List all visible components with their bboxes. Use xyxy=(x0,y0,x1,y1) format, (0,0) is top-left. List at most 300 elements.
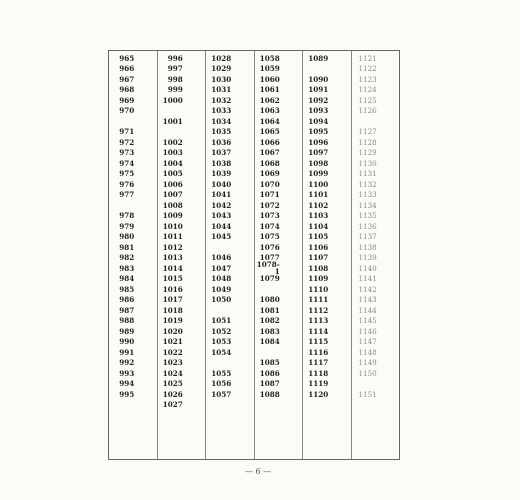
table-row xyxy=(255,158,303,169)
table-row xyxy=(255,85,303,96)
table-row xyxy=(206,95,254,106)
entry-number: 1128 xyxy=(358,137,377,147)
table-row xyxy=(352,232,400,243)
entry-number: 965 xyxy=(119,53,135,63)
entry-number: 985 xyxy=(119,284,135,294)
table-row xyxy=(206,379,254,390)
table-row xyxy=(352,179,400,190)
entry-number: 1068 xyxy=(259,158,280,168)
entry-number: 1093 xyxy=(308,106,329,116)
entry-number: 1037 xyxy=(211,148,232,158)
entry-number: 1087 xyxy=(259,379,280,389)
entry-number: 1007 xyxy=(162,190,183,200)
table-row xyxy=(109,169,157,180)
entry-number: 967 xyxy=(119,74,135,84)
entry-number: 1131 xyxy=(358,169,377,179)
table-row xyxy=(109,389,157,400)
table-row xyxy=(255,347,303,358)
table-row xyxy=(352,368,400,379)
entry-number: 1064 xyxy=(259,116,280,126)
table-row xyxy=(109,253,157,264)
table-row xyxy=(206,337,254,348)
entry-number: 1138 xyxy=(358,242,377,252)
table-row xyxy=(352,389,400,400)
entry-number: 1003 xyxy=(162,148,183,158)
entry-number: 979 xyxy=(119,221,135,231)
table-row xyxy=(352,127,400,138)
table-row xyxy=(206,106,254,117)
entry-number: 1010 xyxy=(162,221,183,231)
entry-number: 1081 xyxy=(259,305,280,315)
entry-number: 1129 xyxy=(358,148,377,158)
table-row xyxy=(109,200,157,211)
entry-number: 1149 xyxy=(358,358,377,368)
table-row xyxy=(158,263,206,274)
table-row xyxy=(206,347,254,358)
entry-number: 1025 xyxy=(162,379,183,389)
entry-number: 1103 xyxy=(308,211,329,221)
entry-number: 1102 xyxy=(308,200,329,210)
table-row xyxy=(255,305,303,316)
table-row xyxy=(109,284,157,295)
table-row xyxy=(352,190,400,201)
entry-number: 1142 xyxy=(358,284,377,294)
entry-number: 1109 xyxy=(308,274,329,284)
table-row xyxy=(158,232,206,243)
table-row xyxy=(109,337,157,348)
entry-number: 1079 xyxy=(259,274,280,284)
entry-number: 966 xyxy=(119,64,135,74)
table-row xyxy=(158,53,206,64)
entry-number: 1042 xyxy=(211,200,232,210)
table-row xyxy=(255,169,303,180)
entry-number: 1088 xyxy=(259,389,280,399)
table-row xyxy=(158,253,206,264)
table-row xyxy=(158,190,206,201)
table-row xyxy=(109,368,157,379)
table-row xyxy=(303,74,351,85)
table-row xyxy=(255,137,303,148)
entry-number: 1150 xyxy=(358,368,377,378)
table-row xyxy=(352,211,400,222)
entry-number: 1136 xyxy=(358,221,377,231)
entry-number: 999 xyxy=(167,85,183,95)
entry-number: 1137 xyxy=(358,232,377,242)
entry-number: 1125 xyxy=(358,95,377,105)
table-row xyxy=(206,253,254,264)
entry-number: 1145 xyxy=(358,316,377,326)
entry-number: 980 xyxy=(119,232,135,242)
table-row xyxy=(303,106,351,117)
entry-number: 1107 xyxy=(308,253,329,263)
table-row xyxy=(206,127,254,138)
entry-number: 1053 xyxy=(211,337,232,347)
entry-number: 1085 xyxy=(259,358,280,368)
entry-number: 1122 xyxy=(358,64,377,74)
table-row xyxy=(255,284,303,295)
entry-number: 1049 xyxy=(211,284,232,294)
table-row xyxy=(109,232,157,243)
entry-number: 1119 xyxy=(308,379,329,389)
entry-number: 1124 xyxy=(358,85,377,95)
entry-number: 1046 xyxy=(211,253,232,263)
table-row xyxy=(255,389,303,400)
table-row xyxy=(109,127,157,138)
entry-number: 1108 xyxy=(308,263,329,273)
table-row xyxy=(352,242,400,253)
table-row xyxy=(158,221,206,232)
entry-number: 988 xyxy=(119,316,135,326)
entry-number: 1052 xyxy=(211,326,232,336)
entry-number: 1063 xyxy=(259,106,280,116)
table-row xyxy=(352,137,400,148)
table-row xyxy=(303,137,351,148)
table-row xyxy=(352,74,400,85)
table-row xyxy=(109,316,157,327)
entry-number: 1086 xyxy=(259,368,280,378)
table-row xyxy=(303,95,351,106)
table-row xyxy=(206,221,254,232)
table-row xyxy=(303,347,351,358)
entry-number: 989 xyxy=(119,326,135,336)
table-row xyxy=(206,274,254,285)
table-row xyxy=(158,274,206,285)
entry-number: 1132 xyxy=(358,179,377,189)
table-row xyxy=(352,295,400,306)
entry-number: 1073 xyxy=(259,211,280,221)
entry-number: 1027 xyxy=(162,400,183,410)
table-row xyxy=(303,232,351,243)
table-row xyxy=(206,85,254,96)
table-row xyxy=(352,158,400,169)
entry-number: 1044 xyxy=(211,221,232,231)
table-row xyxy=(255,358,303,369)
entry-number: 1017 xyxy=(162,295,183,305)
table-row xyxy=(109,295,157,306)
entry-number: 1014 xyxy=(162,263,183,273)
table-column xyxy=(158,51,207,459)
page-number: — 6 — xyxy=(244,467,272,476)
entry-number: 1094 xyxy=(308,116,329,126)
entry-number: 1016 xyxy=(162,284,183,294)
entry-number: 1114 xyxy=(308,326,329,336)
entry-number: 1033 xyxy=(211,106,232,116)
entry-number: 1022 xyxy=(162,347,183,357)
table-row xyxy=(303,221,351,232)
table-row xyxy=(303,337,351,348)
table-row xyxy=(303,389,351,400)
running-head xyxy=(112,34,392,48)
table-row xyxy=(303,179,351,190)
entry-number: 1015 xyxy=(162,274,183,284)
table-row xyxy=(109,74,157,85)
entry-number: 984 xyxy=(119,274,135,284)
entry-number: 1024 xyxy=(162,368,183,378)
entry-number: 1151 xyxy=(358,389,377,399)
entry-number: 1031 xyxy=(211,85,232,95)
table-row xyxy=(352,116,400,127)
table-row xyxy=(158,106,206,117)
table-row xyxy=(352,284,400,295)
table-row xyxy=(303,169,351,180)
table-row xyxy=(303,116,351,127)
table-row xyxy=(109,274,157,285)
entry-number: 996 xyxy=(167,53,183,63)
table-row xyxy=(255,368,303,379)
entry-number: 1028 xyxy=(211,53,232,63)
table-row xyxy=(158,211,206,222)
table-row xyxy=(158,316,206,327)
entry-number: 1077 xyxy=(259,253,280,263)
entry-number: 1070 xyxy=(259,179,280,189)
table-row xyxy=(352,337,400,348)
entry-number: 1026 xyxy=(162,389,183,399)
table-row xyxy=(255,200,303,211)
table-row xyxy=(206,242,254,253)
table-row xyxy=(303,200,351,211)
table-row xyxy=(352,200,400,211)
table-row xyxy=(206,295,254,306)
entry-number: 1112 xyxy=(308,305,329,315)
table-row xyxy=(352,358,400,369)
entry-number: 1127 xyxy=(358,127,377,137)
table-row xyxy=(352,53,400,64)
entry-number: 974 xyxy=(119,158,135,168)
table-row xyxy=(158,85,206,96)
entry-number: 1062 xyxy=(259,95,280,105)
entry-number: 1141 xyxy=(358,274,377,284)
table-row xyxy=(352,106,400,117)
table-row xyxy=(158,379,206,390)
table-row xyxy=(158,326,206,337)
entry-number: 987 xyxy=(119,305,135,315)
table-row xyxy=(352,85,400,96)
entry-number: 968 xyxy=(119,85,135,95)
entry-number: 1133 xyxy=(358,190,377,200)
table-row xyxy=(303,242,351,253)
table-row xyxy=(303,368,351,379)
table-row xyxy=(206,305,254,316)
entry-number: 1002 xyxy=(162,137,183,147)
table-row xyxy=(206,358,254,369)
table-row xyxy=(352,326,400,337)
table-row xyxy=(255,64,303,75)
entry-number: 969 xyxy=(119,95,135,105)
entry-number: 1029 xyxy=(211,64,232,74)
entry-number: 1075 xyxy=(259,232,280,242)
entry-number: 1101 xyxy=(308,190,329,200)
entry-number: 1067 xyxy=(259,148,280,158)
entry-number: 990 xyxy=(119,337,135,347)
table-row xyxy=(303,316,351,327)
entry-number: 1126 xyxy=(358,106,377,116)
table-row xyxy=(303,127,351,138)
entry-number: 997 xyxy=(167,64,183,74)
table-column xyxy=(109,51,158,459)
entry-number: 1147 xyxy=(358,337,377,347)
table-row xyxy=(352,221,400,232)
book-page xyxy=(108,32,404,476)
table-row xyxy=(255,74,303,85)
entry-number: 1036 xyxy=(211,137,232,147)
table-row xyxy=(158,368,206,379)
entry-number: 1111 xyxy=(308,295,329,305)
table-row xyxy=(109,358,157,369)
table-row xyxy=(255,148,303,159)
table-column xyxy=(206,51,255,459)
table-row xyxy=(352,263,400,274)
table-row xyxy=(158,389,206,400)
table-row xyxy=(206,200,254,211)
entry-number: 986 xyxy=(119,295,135,305)
entry-number: 1018 xyxy=(162,305,183,315)
table-row xyxy=(255,326,303,337)
entry-number: 1084 xyxy=(259,337,280,347)
entry-number: 970 xyxy=(119,106,135,116)
table-row xyxy=(255,232,303,243)
table-row xyxy=(303,295,351,306)
entry-number: 973 xyxy=(119,148,135,158)
table-row xyxy=(303,263,351,274)
table-row xyxy=(206,148,254,159)
entry-number: 975 xyxy=(119,169,135,179)
table-row xyxy=(352,316,400,327)
entry-number: 982 xyxy=(119,253,135,263)
entry-number: 998 xyxy=(167,74,183,84)
table-row xyxy=(109,106,157,117)
entry-number: 1050 xyxy=(211,295,232,305)
table-row xyxy=(352,253,400,264)
entry-number: 1034 xyxy=(211,116,232,126)
entry-number: 1040 xyxy=(211,179,232,189)
table-row xyxy=(206,316,254,327)
entry-number: 1130 xyxy=(358,158,377,168)
entry-number: 1035 xyxy=(211,127,232,137)
entry-number: 1082 xyxy=(259,316,280,326)
table-row xyxy=(255,116,303,127)
entry-number: 976 xyxy=(119,179,135,189)
table-row xyxy=(158,64,206,75)
table-row xyxy=(303,190,351,201)
table-row xyxy=(352,95,400,106)
entry-number: 1072 xyxy=(259,200,280,210)
entry-number: 1117 xyxy=(308,358,329,368)
entry-number: 993 xyxy=(119,368,135,378)
entry-number: 1048 xyxy=(211,274,232,284)
entry-number: 1146 xyxy=(358,326,377,336)
table-row xyxy=(109,148,157,159)
table-row xyxy=(206,179,254,190)
entry-number: 1013 xyxy=(162,253,183,263)
table-row xyxy=(352,148,400,159)
entry-number: 1020 xyxy=(162,326,183,336)
table-row xyxy=(303,158,351,169)
entry-number: 1098 xyxy=(308,158,329,168)
entry-number: 1096 xyxy=(308,137,329,147)
entry-number: 1071 xyxy=(259,190,280,200)
table-row xyxy=(352,274,400,285)
table-row xyxy=(158,305,206,316)
table-row xyxy=(109,190,157,201)
entry-number: 1076 xyxy=(259,242,280,252)
table-row xyxy=(206,53,254,64)
entry-number: 1023 xyxy=(162,358,183,368)
table-row xyxy=(255,379,303,390)
entry-number: 1054 xyxy=(211,347,232,357)
table-row xyxy=(158,347,206,358)
entry-number: 1089 xyxy=(308,53,329,63)
entry-number: 1080 xyxy=(259,295,280,305)
table-row xyxy=(303,211,351,222)
table-row xyxy=(255,106,303,117)
table-row xyxy=(255,337,303,348)
table-row xyxy=(158,95,206,106)
entry-number: 1100 xyxy=(308,179,329,189)
entry-number: 1039 xyxy=(211,169,232,179)
table-row xyxy=(303,379,351,390)
table-row xyxy=(109,64,157,75)
table-row xyxy=(206,389,254,400)
table-row xyxy=(109,211,157,222)
entry-number: 1011 xyxy=(162,232,183,242)
table-row xyxy=(109,116,157,127)
entry-number: 1008 xyxy=(162,200,183,210)
table-row xyxy=(255,242,303,253)
table-row xyxy=(158,74,206,85)
entry-number: 1055 xyxy=(211,368,232,378)
table-row xyxy=(109,85,157,96)
table-row xyxy=(158,400,206,411)
table-row xyxy=(206,232,254,243)
entry-number: 1019 xyxy=(162,316,183,326)
entry-number: 1069 xyxy=(259,169,280,179)
table-row xyxy=(303,85,351,96)
entry-number: 1143 xyxy=(358,295,377,305)
entry-number: 1047 xyxy=(211,263,232,273)
table-row xyxy=(255,53,303,64)
table-row xyxy=(255,179,303,190)
table-row xyxy=(109,158,157,169)
entry-number: 1095 xyxy=(308,127,329,137)
entry-number: 1140 xyxy=(358,263,377,273)
entry-number: 1148 xyxy=(358,347,377,357)
entry-number: 1056 xyxy=(211,379,232,389)
entry-number: 1065 xyxy=(259,127,280,137)
table-row xyxy=(158,137,206,148)
entry-number: 1074 xyxy=(259,221,280,231)
table-row xyxy=(255,211,303,222)
table-row xyxy=(255,221,303,232)
table-row xyxy=(158,127,206,138)
entry-number: 1041 xyxy=(211,190,232,200)
table-row xyxy=(206,116,254,127)
entry-number: 1090 xyxy=(308,74,329,84)
table-column xyxy=(255,51,304,459)
entry-number: 1009 xyxy=(162,211,183,221)
table-row xyxy=(303,253,351,264)
entry-number: 1057 xyxy=(211,389,232,399)
entry-number: 994 xyxy=(119,379,135,389)
entry-number: 977 xyxy=(119,190,135,200)
entry-number: 972 xyxy=(119,137,135,147)
entry-number: 981 xyxy=(119,242,135,252)
entry-number: 1099 xyxy=(308,169,329,179)
table-row xyxy=(303,53,351,64)
entry-number: 1006 xyxy=(162,179,183,189)
table-row xyxy=(158,295,206,306)
table-row xyxy=(206,64,254,75)
table-row xyxy=(303,326,351,337)
